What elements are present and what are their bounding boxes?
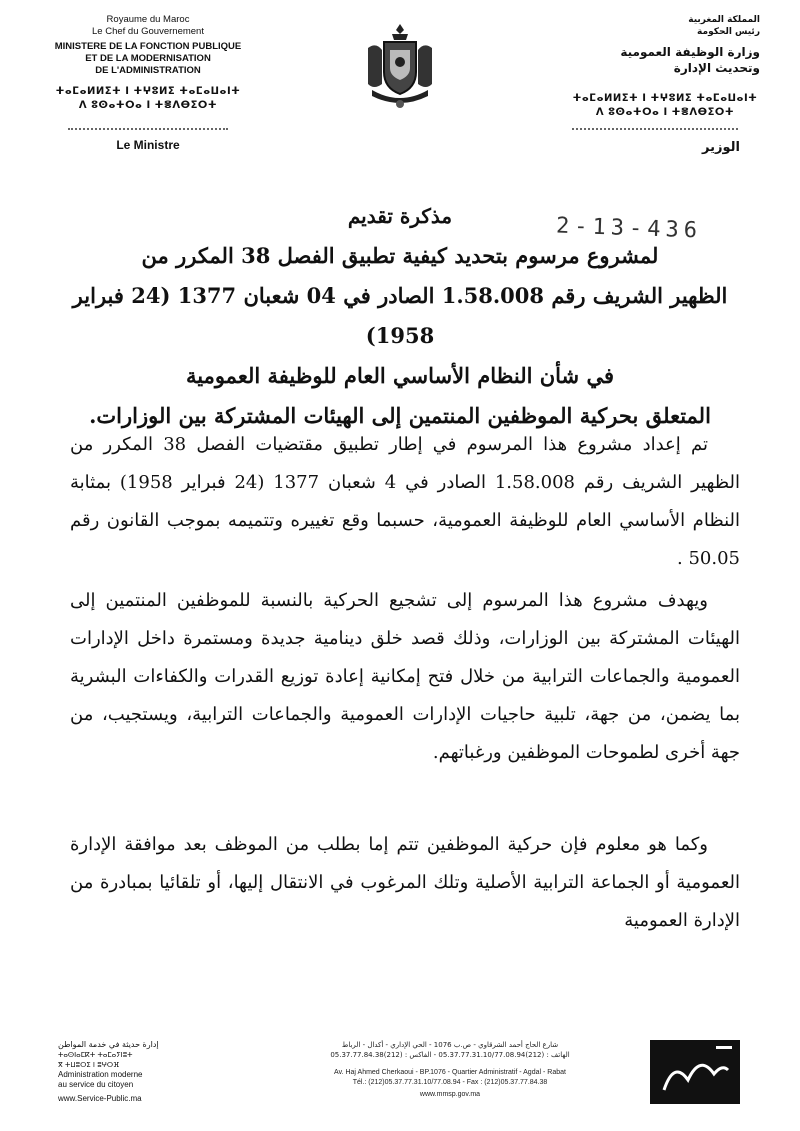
footer-tifinagh-1: ⵜⴰⵙⵏⴰⵎⴽⵜ ⵜⴰⵎⴰⵢⵏⵓⵜ [58, 1051, 133, 1059]
header-french-block [48, 14, 248, 113]
title-line-0: مذكرة تقديم [347, 204, 453, 228]
footer-address-block [300, 1040, 600, 1100]
ministry-fr-line3: DE L'ADMINISTRATION [95, 65, 201, 76]
kingdom-ar: المملكة المغربية [688, 15, 760, 25]
divider-right [572, 128, 738, 130]
document-title [40, 196, 760, 436]
paragraph-1: تم إعداد مشروع هذا المرسوم في إطار تطبيق مقتضيات الفصل 38 المكرر من الظهير الشريف رقم 1.58.008 الصادر في 4 شعبان 1377 (24 فبراير 1958) بمثابة النظام الأساسي العام للوظيفة العمومية، حسبما وقع تغييره وتتميمه بموجب القانون رقم 50.05 . [70, 434, 740, 569]
title-line-3: في شأن النظام الأساسي العام للوظيفة العمومية [185, 363, 615, 388]
chief-ar: رئيس الحكومة [697, 27, 760, 37]
title-line-1: لمشروع مرسوم بتحديد كيفية تطبيق الفصل 38 المكرر من [141, 243, 659, 268]
chief-fr: Le Chef du Gouvernement [92, 26, 204, 37]
ministry-ar-line2: وتحديث الإدارة [673, 61, 760, 75]
ministry-fr-line2: ET DE LA MODERNISATION [85, 53, 211, 64]
footer-address-fr-1: Av. Haj Ahmed Cherkaoui - BP.1076 - Quartier Administratif - Agdal - Rabat [334, 1069, 566, 1076]
divider-left [68, 128, 228, 130]
footer-address-ar-1: شارع الحاج أحمد الشرقاوي - ص.ب 1076 - الحي الإداري - أكدال - الرباط [341, 1041, 559, 1049]
footer-website[interactable]: www.mmsp.gov.ma [419, 1091, 481, 1098]
handwritten-date: 2-13-436 [555, 213, 703, 244]
footer-service-block [58, 1040, 208, 1104]
ministry-fr-line1: MINISTERE DE LA FONCTION PUBLIQUE [54, 41, 242, 52]
minister-title-ar: الوزير [702, 140, 740, 155]
footer-slogan-fr-1: Administration moderne [58, 1070, 143, 1079]
footer-service-url[interactable]: www.Service-Public.ma [58, 1094, 142, 1103]
footer-address-ar-2: الهاتف : (212)05.37.77.31.10/77.08.94 - الفاكس : (212)05.37.77.84.38 [330, 1051, 570, 1059]
paragraph-3: وكما هو معلوم فإن حركية الموظفين تتم إما بطلب من الموظف بعد موافقة الإدارة العمومية أو الجماعة الترابية الأصلية وتلك المرغوب في الانتقال إليها، أو تلقائيا بمبادرة من الإدارة العمومية [70, 834, 740, 931]
title-line-4: المتعلق بحركية الموظفين المنتمين إلى الهيئات المشتركة بين الوزارات. [89, 403, 711, 428]
tifinagh-left-line1: ⵜⴰⵎⴰⵍⵍⵉⵜ ⵏ ⵜⵖⵓⵍⵉ ⵜⴰⵎⴰⵡⴰⵏⵜ [55, 86, 241, 97]
footer-address-fr-2: Tél.: (212)05.37.77.31.10/77.08.94 - Fax : (212)05.37.77.84.38 [352, 1079, 548, 1086]
footer-tifinagh-2: ⴳ ⵜⵡⵓⵔⵉ ⵏ ⵓⵖⵔⴼ [58, 1061, 120, 1069]
coat-of-arms-emblem [362, 20, 438, 112]
tifinagh-right-line2: ⴷ ⵓⵙⴰⵜⵔⴰ ⵏ ⵜⴻⴷⴱⵉⵔⵜ [595, 107, 735, 118]
tifinagh-right-block [570, 92, 760, 120]
tifinagh-left-line2: ⴷ ⵓⵙⴰⵜⵔⴰ ⵏ ⵜⴻⴷⴱⵉⵔⵜ [78, 100, 218, 111]
ministry-logo [650, 1040, 740, 1104]
footer-slogan-ar: إدارة حديثة في خدمة المواطن [58, 1040, 159, 1049]
paragraph-2: ويهدف مشروع هذا المرسوم إلى تشجيع الحركية بالنسبة للموظفين المنتمين إلى الهيئات المشتركة بين الوزارات، وذلك قصد خلق دينامية جديدة ومستمرة داخل الإدارات العمومية والجماعات الترابية من خلال فتح إمكانية إعادة توزيع القدرات والكفاءات البشرية بما يضمن، من جهة، تلبية حاجيات الإدارات العمومية والجماعات الترابية، ويستجيب، من جهة أخرى لطموحات الموظفين ورغباتهم. [70, 590, 740, 763]
footer-slogan-fr-2: au service du citoyen [58, 1080, 134, 1089]
header-arabic-block [540, 14, 760, 76]
tifinagh-right-line1: ⵜⴰⵎⴰⵍⵍⵉⵜ ⵏ ⵜⵖⵓⵍⵉ ⵜⴰⵎⴰⵡⴰⵏⵜ [572, 93, 758, 104]
kingdom-fr: Royaume du Maroc [106, 14, 190, 25]
ministry-ar-line1: وزارة الوظيفة العمومية [620, 45, 760, 59]
minister-title-fr: Le Ministre [116, 138, 180, 152]
title-line-2: الظهير الشريف رقم 1.58.008 الصادر في 04 شعبان 1377 (24 فبراير 1958) [72, 283, 728, 348]
